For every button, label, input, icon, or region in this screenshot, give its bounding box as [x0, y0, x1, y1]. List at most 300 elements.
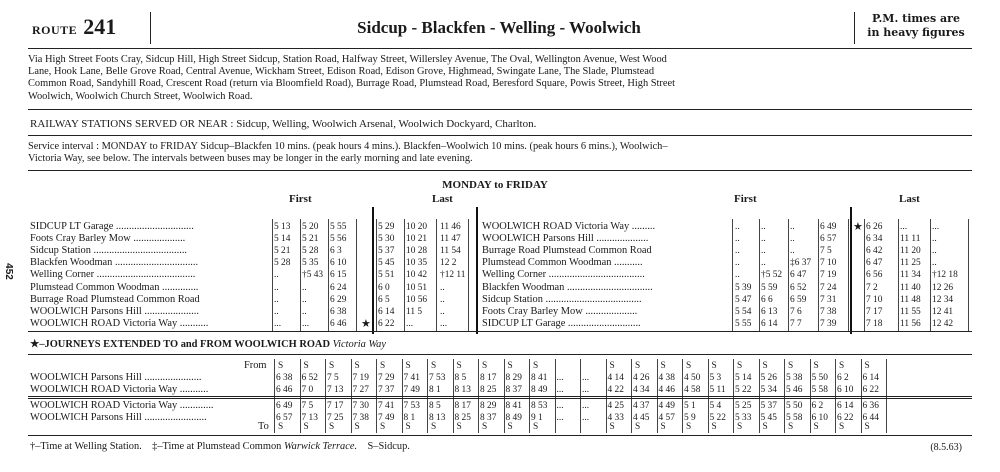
time-cell: 5 14 [735, 373, 752, 383]
time-cell: 6 22 [862, 385, 879, 395]
time-cell: 6 10 [837, 385, 854, 395]
time-cell: 5 34 [760, 385, 777, 395]
time-cell: 8 13 [454, 385, 471, 395]
sidcup-marker: S [609, 361, 615, 371]
day-heading: MONDAY to FRIDAY [442, 179, 548, 191]
time-cell: 7 53 [403, 401, 420, 411]
time-cell: 6 10 [330, 258, 347, 269]
time-cell: 5 59 [761, 282, 778, 293]
time-cell: 4 22 [607, 385, 624, 395]
divider [28, 170, 972, 171]
time-cell: 8 37 [480, 413, 497, 423]
pm-note [860, 12, 972, 40]
sidcup-marker: S [456, 422, 462, 432]
time-cell: 4 50 [684, 373, 701, 383]
footnotes [30, 441, 410, 452]
time-cell: 4 25 [607, 401, 624, 411]
time-cell: 5 22 [735, 385, 752, 395]
stop-name: Burrage Road Plumstead Common Road [30, 293, 200, 305]
route-title: Sidcup - Blackfen - Welling - Woolwich [357, 18, 641, 37]
sidcup-marker: S [711, 361, 717, 371]
date-code: (8.5.63) [930, 442, 962, 453]
interval-line: Victoria Way, see below. The intervals between buses may be longer in the early morning and late evening. [28, 153, 473, 164]
time-cell: 8 25 [480, 385, 497, 395]
time-cell: 5 51 [378, 270, 395, 281]
time-cell: 6 6 [761, 294, 773, 305]
time-cell: 6 57 [276, 413, 293, 423]
time-cell: 5 50 [811, 373, 828, 383]
time-cell: 7 19 [352, 373, 369, 383]
time-cell: 11 5 [406, 306, 423, 317]
sidcup-marker: S [507, 422, 513, 432]
time-cell: 10 20 [406, 222, 428, 232]
column-rule [968, 219, 969, 332]
time-cell: †5 52 [761, 270, 783, 281]
stop-name: Welling Corner ...................................... [30, 269, 196, 281]
time-cell: .. [735, 234, 740, 245]
sidcup-marker: S [329, 422, 335, 432]
extension-heading: ★–JOURNEYS EXTENDED TO and FROM WOOLWICH ROAD Victoria Way [30, 339, 386, 350]
time-cell: .. [932, 234, 937, 245]
footnote-sidcup: S–Sidcup. [367, 441, 410, 452]
time-cell: 8 25 [454, 413, 471, 423]
time-cell: 5 47 [735, 294, 752, 305]
stop-name: WOOLWICH ROAD Victoria Way ........... [30, 317, 209, 329]
time-cell: .. [761, 222, 766, 232]
time-cell: 5 28 [302, 246, 319, 257]
column-rule [759, 219, 760, 332]
route-label: ROUTE [32, 23, 78, 37]
time-cell: 8 29 [505, 373, 522, 383]
time-cell: 11 46 [440, 222, 461, 232]
time-cell: 6 14 [761, 318, 778, 329]
time-cell: 7 17 [866, 306, 883, 317]
sidcup-marker: S [864, 422, 870, 432]
divider [28, 109, 972, 110]
time-cell: 11 11 [900, 234, 921, 245]
time-cell: 12 42 [932, 318, 954, 329]
sidcup-marker: S [762, 361, 768, 371]
divider [28, 135, 972, 136]
time-cell: 7 0 [301, 385, 314, 395]
time-cell: 5 45 [760, 413, 777, 423]
left-last-heading: Last [432, 193, 453, 205]
sidcup-marker: S [788, 422, 794, 432]
time-cell: 6 36 [862, 401, 879, 411]
time-cell: 7 7 [790, 318, 802, 329]
column-rule [898, 219, 899, 332]
time-cell: 7 30 [352, 401, 369, 411]
time-cell: 5 30 [378, 234, 395, 245]
time-cell: 11 54 [440, 246, 461, 257]
sidcup-marker: S [711, 422, 717, 432]
time-cell: 6 5 [378, 294, 390, 305]
sidcup-marker: S [380, 361, 386, 371]
time-cell: 7 6 [790, 306, 802, 317]
time-cell: 5 4 [709, 401, 722, 411]
via-line: Woolwich, Woolwich Church Street, Woolwich Road. [28, 90, 253, 102]
time-cell: 4 57 [658, 413, 675, 423]
stop-name: WOOLWICH Parsons Hill ...................... [30, 372, 202, 383]
sidcup-marker: S [737, 422, 743, 432]
time-cell: 7 39 [820, 318, 837, 329]
stop-name: Plumstead Common Woodman .............. [30, 281, 199, 293]
column-rule [300, 219, 301, 332]
time-cell: 8 37 [505, 385, 522, 395]
footnote-ddagger-place: Warwick Terrace. [283, 441, 358, 452]
time-cell: 7 49 [403, 385, 420, 395]
column-rule [356, 219, 357, 332]
sidcup-marker: S [278, 422, 284, 432]
time-cell: 6 2 [837, 373, 849, 383]
stop-name: Blackfen Woodman ................................ [30, 257, 199, 269]
route-number: 241 [83, 14, 117, 39]
time-cell: 4 58 [684, 385, 701, 395]
time-cell: 4 37 [633, 401, 650, 411]
time-cell: .. [440, 306, 445, 317]
time-cell: 6 52 [301, 373, 318, 383]
divider [28, 331, 972, 332]
time-cell: 5 55 [735, 318, 752, 329]
time-cell: ... [274, 318, 282, 329]
time-cell: 6 26 [866, 222, 883, 232]
column-rule [372, 207, 374, 334]
time-cell: 10 42 [406, 270, 428, 281]
stop-name: Plumstead Common Woodman ........... [482, 257, 643, 269]
time-cell: 6 34 [866, 234, 883, 245]
left-first-heading: First [289, 193, 312, 205]
time-cell: 5 28 [274, 258, 291, 269]
sidcup-marker: S [482, 422, 488, 432]
extension-title: JOURNEYS EXTENDED TO and FROM WOOLWICH ROAD [44, 339, 330, 350]
time-cell: 4 26 [633, 373, 650, 383]
time-cell: 7 5 [301, 401, 314, 411]
sidcup-marker: S [660, 361, 666, 371]
time-cell: 6 44 [862, 413, 879, 423]
time-cell: 5 9 [684, 413, 696, 423]
time-cell: 6 49 [276, 401, 293, 411]
time-cell: 5 55 [330, 222, 347, 232]
time-cell: 5 25 [735, 401, 752, 411]
time-cell: ... [302, 318, 310, 329]
time-cell: ... [582, 385, 590, 395]
time-cell: †5 43 [302, 270, 324, 281]
time-cell: 7 31 [820, 294, 837, 305]
time-cell: .. [735, 270, 740, 281]
time-cell: 11 47 [440, 234, 461, 245]
stop-name: Burrage Road Plumstead Common Road [482, 245, 652, 257]
sidcup-marker: S [405, 422, 411, 432]
time-cell: 6 10 [811, 413, 828, 423]
time-cell: 5 1 [684, 401, 696, 411]
pm-note-line: in heavy figures [867, 26, 965, 39]
column-rule [376, 219, 377, 332]
time-cell: 5 33 [735, 413, 752, 423]
divider [28, 398, 972, 399]
time-cell: 7 13 [301, 413, 318, 423]
time-cell: 6 57 [820, 234, 837, 245]
stop-name: WOOLWICH Parsons Hill ..................... [30, 305, 199, 317]
time-cell: 6 13 [761, 306, 778, 317]
column-rule [864, 219, 865, 332]
time-cell: 4 14 [607, 373, 624, 383]
sidcup-marker: S [405, 361, 411, 371]
stop-name: WOOLWICH Parsons Hill ........................ [30, 412, 207, 423]
time-cell: .. [790, 234, 795, 245]
time-cell: 7 25 [327, 413, 344, 423]
sidcup-marker: S [788, 361, 794, 371]
time-cell: 6 46 [276, 385, 293, 395]
time-cell: ... [556, 413, 564, 423]
time-cell: .. [274, 282, 279, 293]
stop-name: WOOLWICH ROAD Victoria Way ............. [30, 400, 214, 411]
time-cell: ... [406, 318, 414, 329]
time-cell: 5 3 [709, 373, 722, 383]
via-line: Common Road, Sandyhill Road, Crescent Road (return via Bloomfield Road), Burrage Road, Plumstead Road, Beresford Square, Powis Street, High Street [28, 78, 675, 90]
time-cell: ... [900, 222, 908, 232]
time-cell: 4 34 [633, 385, 650, 395]
time-cell: 5 22 [709, 413, 726, 423]
right-first-heading: First [734, 193, 757, 205]
column-rule [468, 219, 469, 332]
star-icon: ★ [853, 220, 863, 233]
time-cell: 6 46 [330, 318, 347, 329]
time-cell: ... [556, 385, 564, 395]
sidcup-marker: S [635, 422, 641, 432]
time-cell: .. [274, 306, 279, 317]
interval-line: Service interval : MONDAY to FRIDAY Sidcup–Blackfen 10 mins. (peak hours 4 mins.). Blackfen–Woolwich 10 mins. (peak hours 6 mins.), Woolwich– [28, 141, 668, 152]
sidcup-marker: S [609, 422, 615, 432]
sidcup-marker: S [660, 422, 666, 432]
time-cell: 12 41 [932, 306, 954, 317]
time-cell: .. [302, 306, 307, 317]
divider [28, 435, 972, 436]
sidcup-marker: S [737, 361, 743, 371]
time-cell: 4 49 [658, 401, 675, 411]
time-cell: 5 39 [735, 282, 752, 293]
time-cell: 7 27 [352, 385, 369, 395]
time-cell: 5 14 [274, 234, 291, 245]
stop-name: Sidcup Station ..................................... [482, 293, 642, 305]
time-cell: 6 0 [378, 282, 390, 293]
time-cell: 8 13 [429, 413, 446, 423]
time-cell: .. [440, 282, 445, 293]
time-cell: .. [761, 246, 766, 257]
time-cell: 5 38 [786, 373, 803, 383]
time-cell: 7 38 [820, 306, 837, 317]
divider [28, 396, 972, 397]
time-cell: 5 45 [378, 258, 395, 269]
time-cell: 7 5 [327, 373, 339, 383]
time-cell: .. [735, 222, 740, 232]
time-cell: 8 5 [429, 401, 441, 411]
time-cell: 10 51 [406, 282, 428, 293]
time-cell: 6 38 [330, 306, 347, 317]
time-cell: 5 56 [330, 234, 347, 245]
column-rule [788, 219, 789, 332]
time-cell: 8 17 [454, 401, 471, 411]
time-cell: .. [790, 222, 795, 232]
column-rule [930, 219, 931, 332]
time-cell: 6 47 [790, 270, 807, 281]
route-via [28, 54, 972, 103]
time-cell: .. [735, 258, 740, 269]
time-cell: ... [556, 373, 564, 383]
time-cell: 6 14 [837, 401, 854, 411]
footnote-dagger: †–Time at Welling Station. [30, 441, 142, 452]
right-last-heading: Last [899, 193, 920, 205]
railway-stations: RAILWAY STATIONS SERVED OR NEAR : Sidcup, Welling, Woolwich Arsenal, Woolwich Dockyard, Charlton. [30, 118, 537, 130]
sidcup-marker: S [839, 361, 845, 371]
time-cell: 6 42 [866, 246, 883, 257]
time-cell: 9 1 [531, 413, 543, 423]
column-rule [818, 219, 819, 332]
sidcup-marker: S [380, 422, 386, 432]
time-cell: 10 21 [406, 234, 428, 245]
sidcup-marker: S [864, 361, 870, 371]
column-rule [848, 219, 849, 332]
star-icon: ★ [30, 339, 40, 350]
time-cell: 5 13 [274, 222, 291, 232]
time-cell: .. [274, 270, 279, 281]
time-cell: 7 10 [820, 258, 837, 269]
route-header [28, 8, 972, 49]
sidcup-marker: S [686, 361, 692, 371]
time-cell: 6 56 [866, 270, 883, 281]
time-cell: 8 17 [480, 373, 497, 383]
sidcup-marker: S [813, 361, 819, 371]
time-cell: 7 41 [403, 373, 420, 383]
time-cell: .. [932, 246, 937, 257]
time-cell: 7 10 [866, 294, 883, 305]
time-cell: 7 29 [378, 373, 395, 383]
sidcup-marker: S [303, 422, 309, 432]
time-cell: 4 33 [607, 413, 624, 423]
time-cell: 5 20 [302, 222, 319, 232]
stop-name: Foots Cray Barley Mow .................... [30, 233, 186, 245]
service-interval [28, 141, 972, 165]
stop-name: SIDCUP LT Garage ............................ [482, 317, 641, 329]
sidcup-marker: S [813, 422, 819, 432]
time-cell: 8 41 [531, 373, 548, 383]
time-cell: 11 25 [900, 258, 921, 269]
via-line: Lane, Hook Lane, Belle Grove Road, Central Avenue, Wickham Street, Edison Road, Edison Grove, Highmead, Swingate Lane, The Slade, Plumstead [28, 66, 655, 78]
time-cell: 11 20 [900, 246, 921, 257]
sidcup-marker: S [507, 361, 513, 371]
time-cell: 5 46 [786, 385, 803, 395]
time-cell: ... [932, 222, 940, 232]
to-label: To [258, 421, 269, 432]
time-cell: ... [582, 413, 590, 423]
time-cell: 6 24 [330, 282, 347, 293]
stop-name: Welling Corner ..................................... [482, 269, 645, 281]
time-cell: 7 19 [820, 270, 837, 281]
sidcup-marker: S [329, 361, 335, 371]
time-cell: ... [582, 401, 590, 411]
column-rule [850, 207, 852, 334]
header-divider [854, 12, 855, 44]
time-cell: 11 55 [900, 306, 921, 317]
time-cell: 6 47 [866, 258, 883, 269]
time-cell: †12 11 [440, 270, 466, 281]
stop-name: Sidcup Station .................................... [30, 245, 188, 257]
time-cell: 6 14 [862, 373, 879, 383]
time-cell: 12 26 [932, 282, 954, 293]
time-cell: 5 21 [274, 246, 291, 257]
time-cell: 5 58 [811, 385, 828, 395]
time-cell: 7 38 [352, 413, 369, 423]
time-cell: 7 5 [820, 246, 832, 257]
timetable-page [28, 8, 972, 460]
time-cell: 6 52 [790, 282, 807, 293]
time-cell: 6 49 [820, 222, 837, 232]
time-cell: †12 18 [932, 270, 958, 281]
time-cell: 6 29 [330, 294, 347, 305]
time-cell: 8 49 [531, 385, 548, 395]
column-rule [328, 219, 329, 332]
time-cell: .. [274, 294, 279, 305]
time-cell: 7 2 [866, 282, 878, 293]
time-cell: 5 37 [378, 246, 395, 257]
time-cell: 8 53 [531, 401, 548, 411]
time-cell: 10 56 [406, 294, 428, 305]
time-cell: .. [735, 246, 740, 257]
sidcup-marker: S [354, 422, 360, 432]
time-cell: 8 1 [429, 385, 441, 395]
time-cell: 7 18 [866, 318, 883, 329]
time-cell: .. [761, 234, 766, 245]
time-cell: ... [556, 401, 564, 411]
sidcup-marker: S [839, 422, 845, 432]
sidcup-marker: S [431, 422, 437, 432]
sidcup-marker: S [303, 361, 309, 371]
stop-name: WOOLWICH Parsons Hill .................... [482, 233, 649, 245]
time-cell: 6 38 [276, 373, 293, 383]
time-cell: 6 22 [837, 413, 854, 423]
time-cell: 4 46 [658, 385, 675, 395]
page-number: 452 [2, 263, 14, 280]
stop-name: WOOLWICH ROAD Victoria Way ........... [30, 384, 209, 395]
from-label: From [244, 360, 267, 371]
sidcup-marker: S [635, 361, 641, 371]
time-cell: 8 29 [480, 401, 497, 411]
column-rule [404, 219, 405, 332]
time-cell: 11 40 [900, 282, 921, 293]
time-cell: 6 2 [811, 401, 824, 411]
time-cell: 4 45 [633, 413, 650, 423]
pm-note-line: P.M. times are [872, 12, 960, 25]
sidcup-marker: S [762, 422, 768, 432]
sidcup-marker: S [431, 361, 437, 371]
divider [28, 354, 972, 355]
route-badge [32, 14, 116, 40]
time-cell: 7 17 [327, 401, 344, 411]
column-rule [436, 219, 437, 332]
stop-name: Foots Cray Barley Mow .................... [482, 305, 638, 317]
time-cell: 8 49 [505, 413, 522, 423]
time-cell: 5 26 [760, 373, 777, 383]
time-cell: 7 53 [429, 373, 446, 383]
time-cell: 6 59 [790, 294, 807, 305]
time-cell: 6 22 [378, 318, 395, 329]
time-cell: 7 41 [378, 401, 395, 411]
time-cell: 8 5 [454, 373, 467, 383]
time-cell: .. [761, 258, 766, 269]
time-cell: 10 35 [406, 258, 428, 269]
column-rule [272, 219, 273, 332]
time-cell: 11 34 [900, 270, 921, 281]
time-cell: 6 14 [378, 306, 395, 317]
